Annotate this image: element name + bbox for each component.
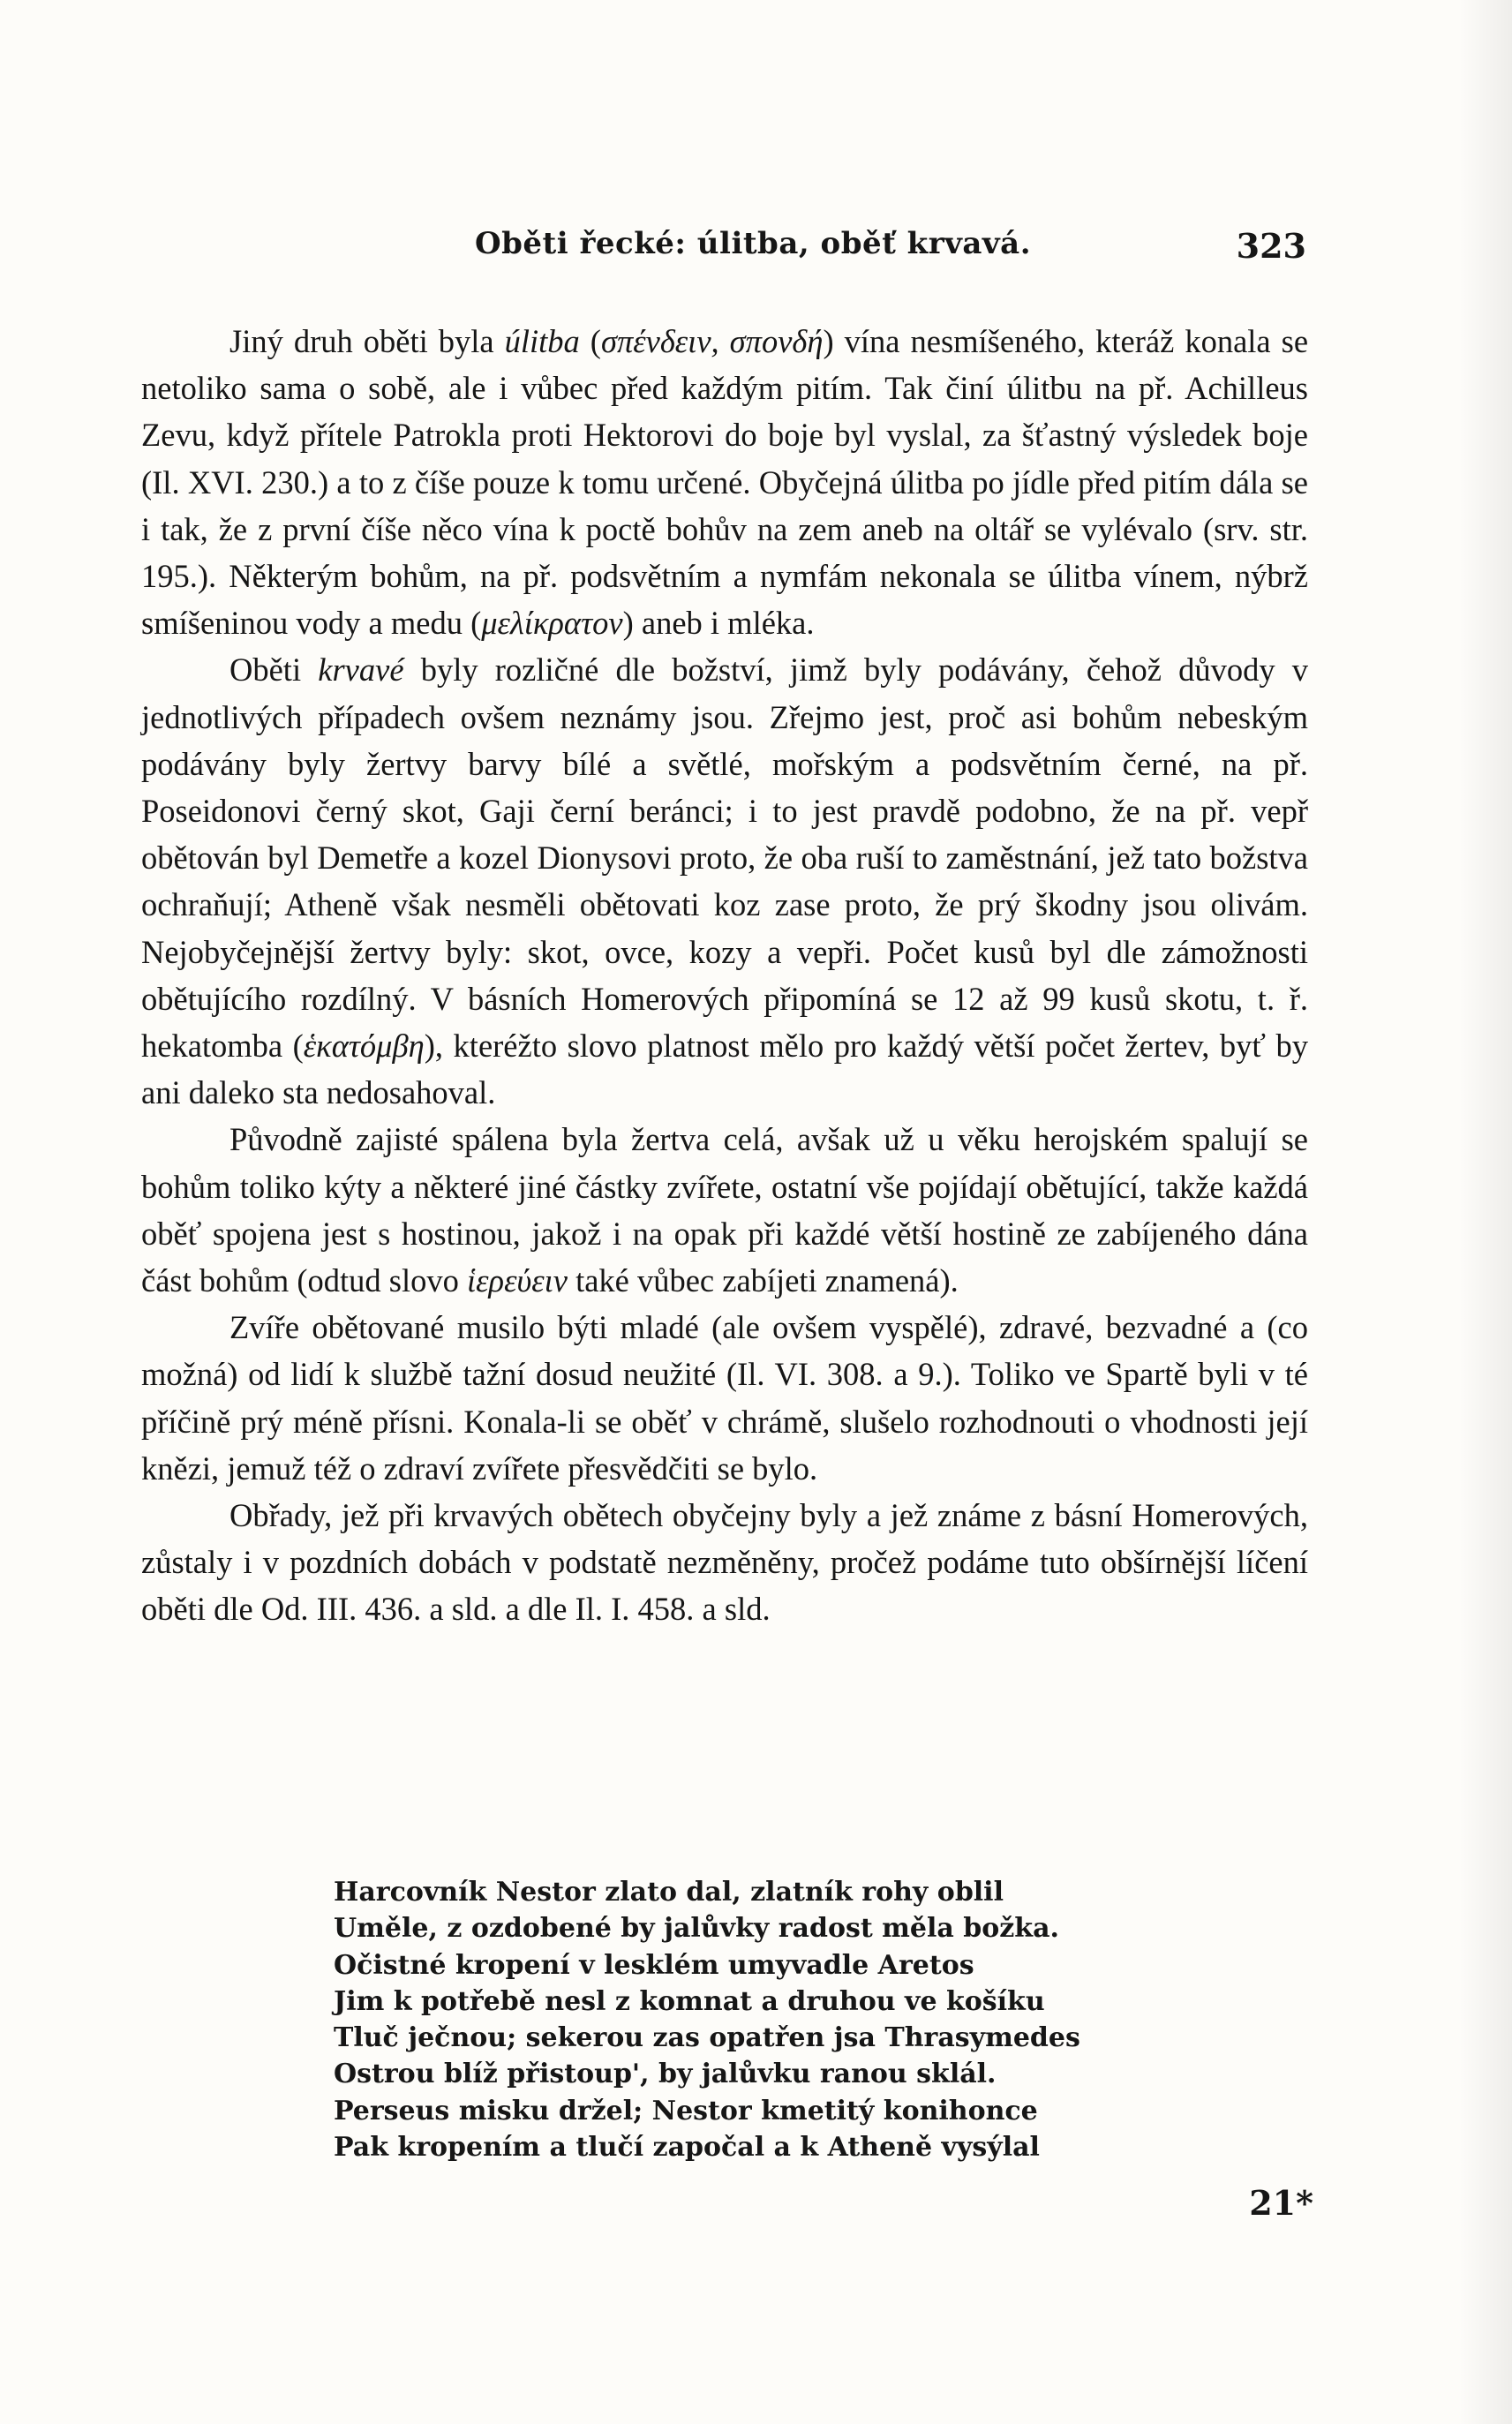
greek-term: ἱερεύειν	[467, 1262, 568, 1299]
verse-line: Tluč ječnou; sekerou zas opatřen jsa Thrasymedes	[334, 2022, 1080, 2054]
verse-quotation	[334, 1874, 1216, 2165]
verse-line: Uměle, z ozdobené by jalůvky radost měla božka.	[334, 1913, 1059, 1945]
page-header	[141, 221, 1306, 282]
text-run: Jiný druh oběti byla	[229, 323, 505, 359]
text-run: Obřady, jež při krvavých obětech obyčejny byly a jež známe z básní Homerových, zůstaly i v pozdních dobách v podstatě nezměněny, pročež podáme tuto obšírnější líčení oběti dle Od. III. 436. a sld. a dle Il. I. 458. a sld.	[141, 1497, 1308, 1628]
text-run: také vůbec zabíjeti znamená).	[567, 1262, 959, 1299]
verse-line: Harcovník Nestor zlato dal, zlatník rohy oblil	[334, 1877, 1004, 1908]
paragraph	[141, 318, 1308, 646]
text-run: ) vína nesmíšeného, kteráž konala se netoliko sama o sobě, ale i vůbec před každým pitím. Tak činí úlitbu na př. Achilleus Zevu, když přítele Patrokla proti Hektorovi do boje byl vyslal, za šťastný výsledek boje (Il. XVI. 230.) a to z číše pouze k tomu určené. Obyčejná úlitba po jídle před pitím dála se i tak, že z první číše něco vína k poctě bohův na zem aneb na oltář se vylévalo (srv. str. 195.). Některým bohům, na př. podsvětním a nymfám nekonala se úlitba vínem, nýbrž smíšeninou vody a medu (	[141, 323, 1309, 642]
text-run: Oběti	[229, 651, 319, 689]
body-text	[141, 318, 1308, 1633]
greek-term: σπένδειν, σπονδή	[600, 323, 824, 359]
greek-term: μελίκρατον	[481, 605, 623, 642]
running-head: Oběti řecké: úlitba, oběť krvavá.	[475, 226, 1032, 261]
verse-line: Perseus misku držel; Nestor kmetitý konihonce	[334, 2095, 1038, 2127]
verse-line: Ostrou blíž přistoup', by jalůvku ranou sklál.	[334, 2059, 997, 2090]
text-run: byly rozličné dle božství, jimž byly podávány, čehož důvody v jednotlivých případech ovšem neznámy jsou. Zřejmo jest, proč asi bohům nebeským podávány byly žertvy barvy bílé a světlé, mořským a podsvětním černé, na př. Poseidonovi černý skot, Gaji černí beránci; i to jest pravdě podobno, že na př. vepř obětován byl Demetře a kozel Dionysovi proto, že oba ruší to zaměstnání, jež tato božstva ochraňují; Atheně však nesměli obětovati koz zase proto, že prý škodny jsou olivám. Nejobyčejnější žertvy byly: skot, ovce, kozy a vepři. Počet kusů byl dle zámožnosti obětujícího rozdílný. V básních Homerových připomíná se 12 až 99 kusů skotu, t. ř. hekatomba (	[141, 651, 1309, 1065]
printer-signature-mark: 21*	[1249, 2183, 1313, 2223]
page-edge-shadow	[1459, 0, 1512, 2424]
paragraph	[141, 1304, 1308, 1492]
verse-line: Očistné kropení v lesklém umyvadle Aretos	[334, 1949, 974, 1981]
paragraph	[141, 1492, 1308, 1633]
text-run: Původně zajisté spálena byla žertva celá, avšak už u věku herojském spalují se bohům toliko kýty a některé jiné částky zvířete, ostatní vše pojídají obětující, takže každá oběť spojena jest s hostinou, jakož i na opak při každé větší hostině ze zabíjeného dána část bohům (odtud slovo	[141, 1121, 1308, 1299]
page-number: 323	[1236, 226, 1306, 266]
verse-line: Jim k potřebě nesl z komnat a druhou ve košíku	[334, 1985, 1045, 2017]
italic-term: krvavé	[318, 651, 404, 689]
text-run: ) aneb i mléka.	[622, 605, 815, 642]
text-run: (	[579, 323, 601, 359]
paragraph	[141, 1116, 1308, 1304]
verse-line: Pak kropením a tlučí započal a k Atheně vysýlal	[334, 2132, 1040, 2164]
greek-term: ἑκατόμβη	[303, 1028, 425, 1065]
text-run: Zvíře obětované musilo býti mladé (ale ovšem vyspělé), zdravé, bezvadné a (co možná) od lidí k službě tažní dosud neužité (Il. VI. 308. a 9.). Toliko ve Spartě byli v té příčině prý méně přísni. Konala-li se oběť v chrámě, slušelo rozhodnouti o vhodnosti její knězi, jemuž též o zdraví zvířete přesvědčiti se bylo.	[141, 1309, 1308, 1487]
text-run: ), kteréžto slovo platnost mělo pro každý větší počet žertev, byť by ani daleko sta nedosahoval.	[141, 1028, 1308, 1111]
paragraph	[141, 646, 1308, 1116]
italic-term: úlitba	[504, 323, 580, 359]
